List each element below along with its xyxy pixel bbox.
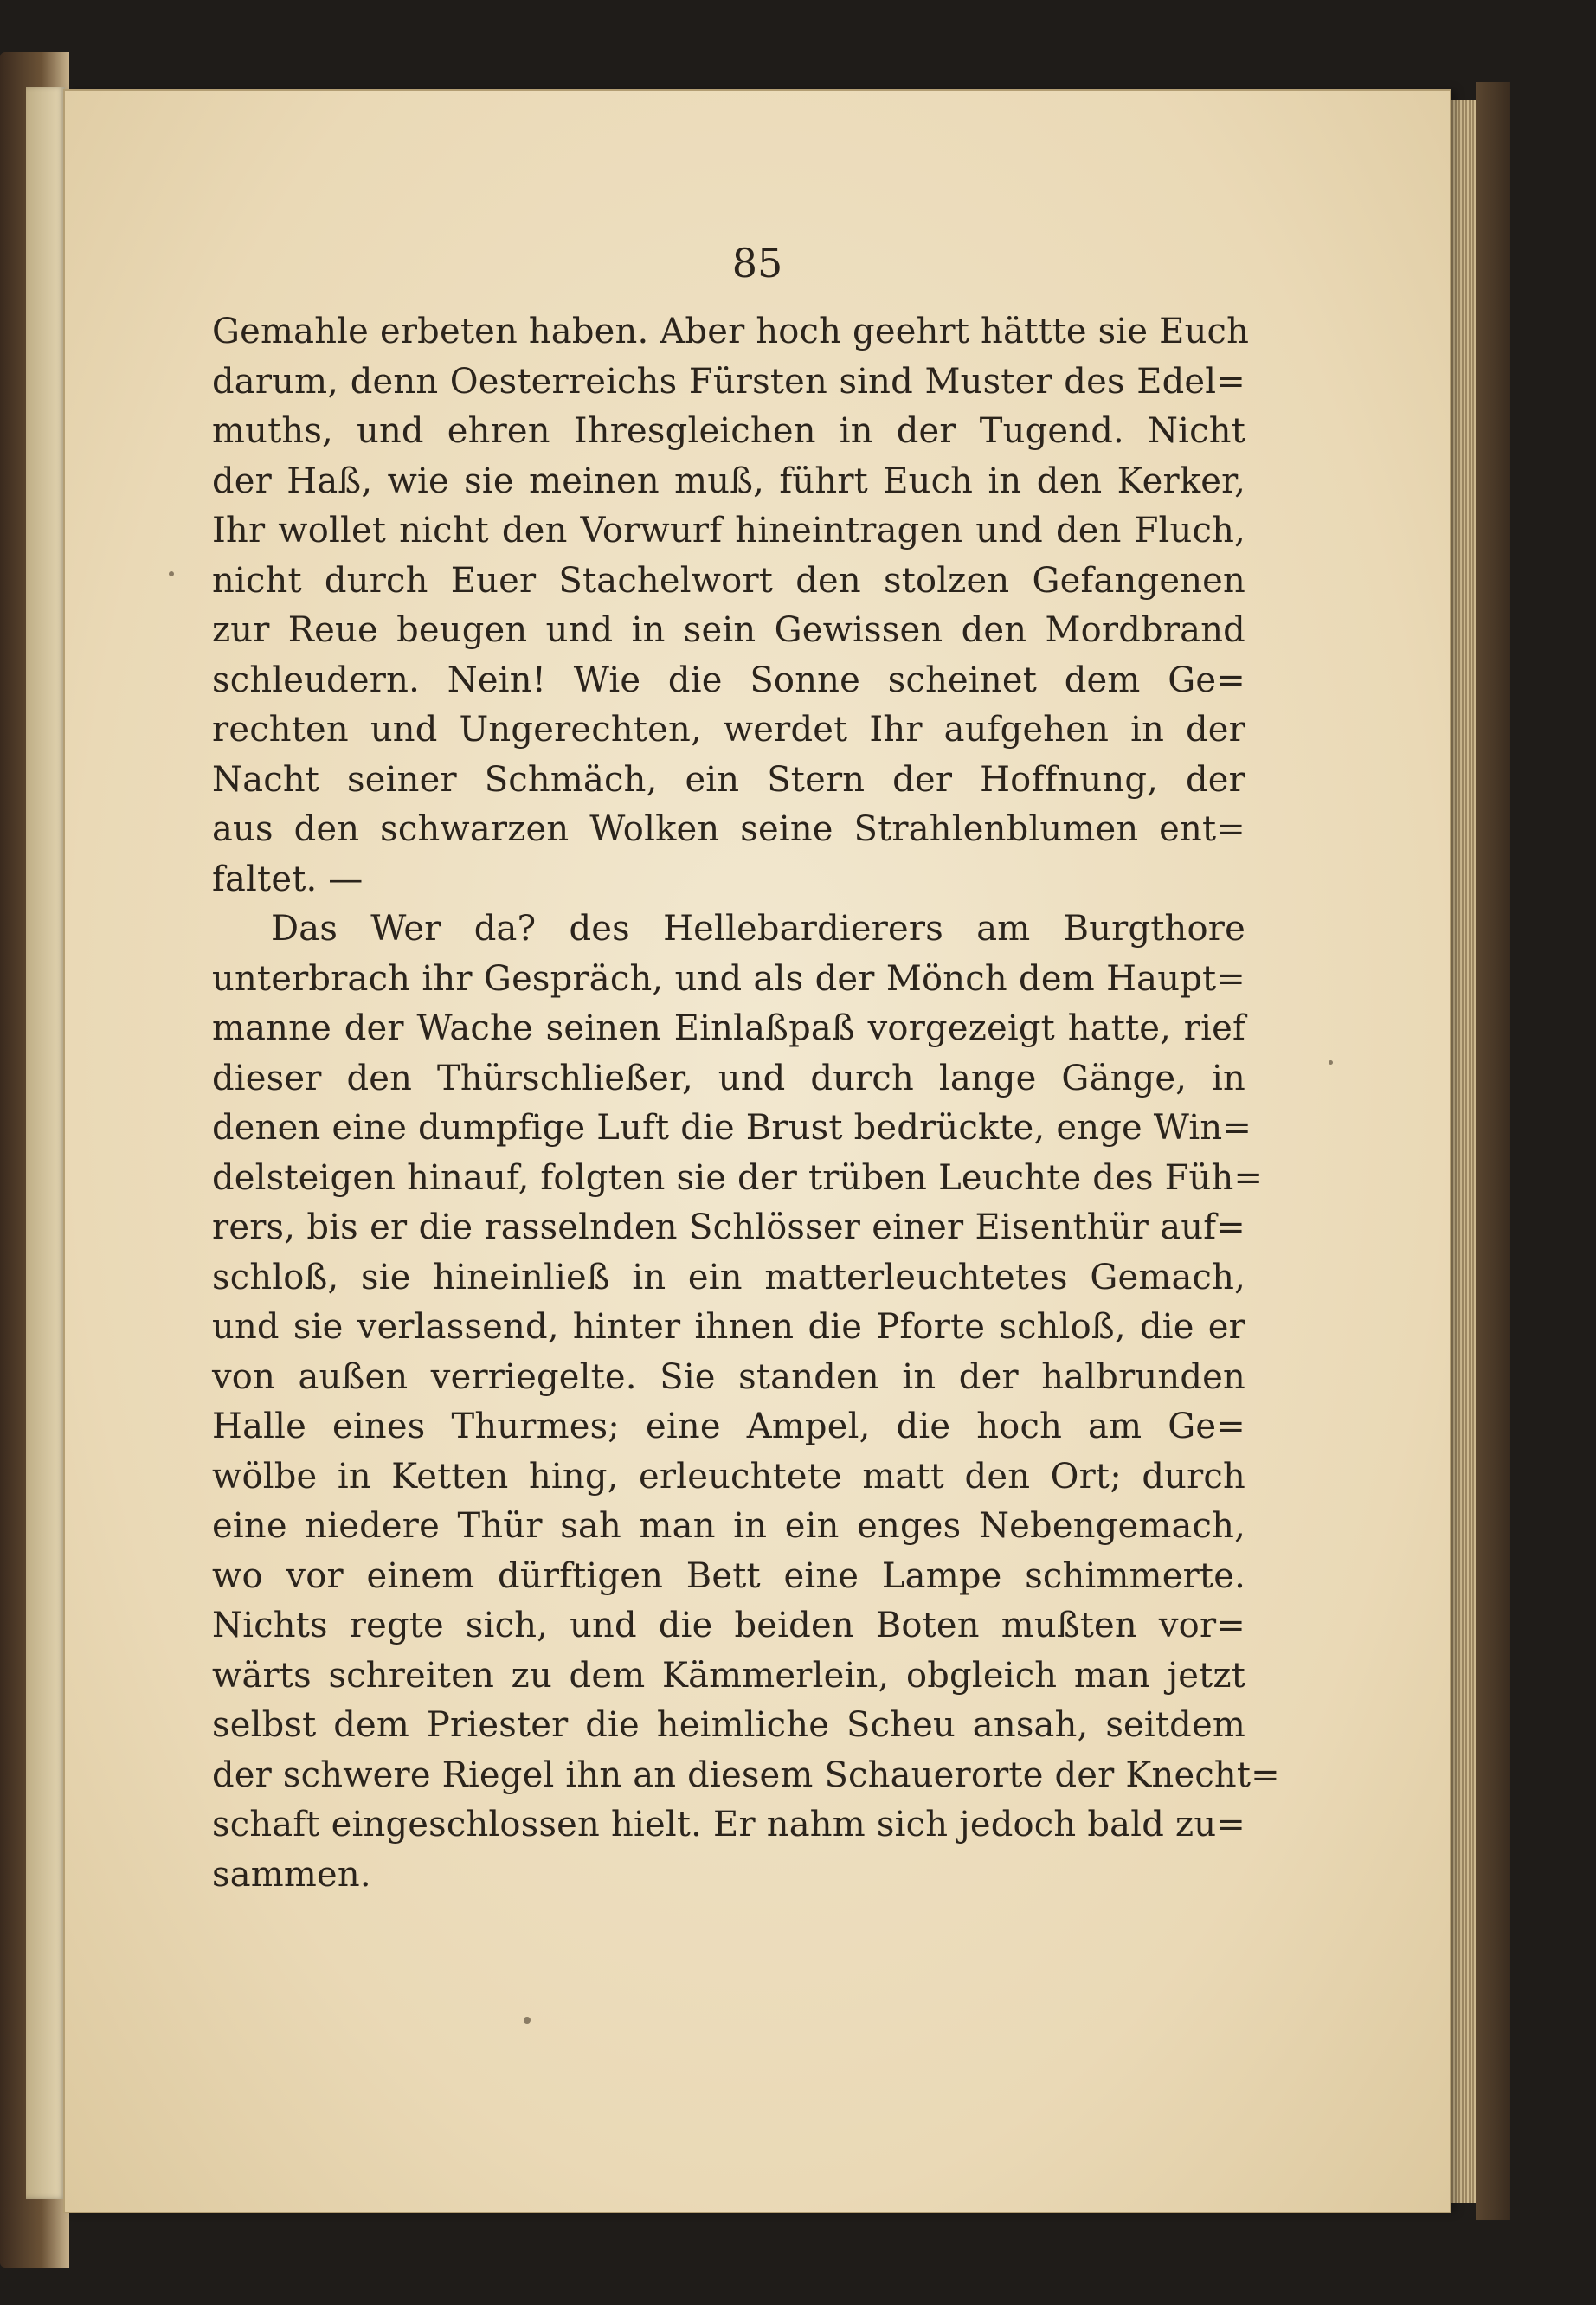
text-line: Halle eines Thurmes; eine Ampel, die hoch am Ge= xyxy=(212,1407,1245,1446)
text-line: rers, bis er die rasselnden Schlösser einer Eisenthür auf= xyxy=(212,1207,1245,1247)
paper-speck xyxy=(524,2017,531,2024)
text-line: faltet. — xyxy=(212,859,364,899)
text-line: nicht durch Euer Stachelwort den stolzen Gefangenen xyxy=(212,560,1245,601)
text-line: darum, denn Oesterreichs Fürsten sind Muster des Edel= xyxy=(212,361,1245,402)
paper-speck xyxy=(1329,1060,1333,1065)
text-line: Das Wer da? des Hellebardierers am Burgthore xyxy=(271,909,1245,949)
text-line: zur Reue beugen und in sein Gewissen den Mordbrand xyxy=(212,610,1245,650)
text-line: wo vor einem dürftigen Bett eine Lampe schimmerte. xyxy=(212,1555,1245,1596)
text-line: sammen. xyxy=(212,1854,371,1895)
text-line: delsteigen hinauf, folgten sie der trüben Leuchte des Füh= xyxy=(212,1157,1264,1198)
text-line: Ihr wollet nicht den Vorwurf hineintragen und den Fluch, xyxy=(212,511,1245,550)
text-line: rechten und Ungerechten, werdet Ihr aufgehen in der xyxy=(212,710,1245,750)
text-line: selbst dem Priester die heimliche Scheu ansah, seitdem xyxy=(212,1705,1245,1745)
text-line: dieser den Thürschließer, und durch lange Gänge, in xyxy=(212,1058,1245,1098)
text-line: von außen verriegelte. Sie standen in der halbrunden xyxy=(212,1356,1245,1397)
text-line: wölbe in Ketten hing, erleuchtete matt den Ort; durch xyxy=(212,1456,1245,1497)
text-line: schaft eingeschlossen hielt. Er nahm sich jedoch bald zu= xyxy=(212,1805,1245,1845)
text-line: manne der Wache seinen Einlaßpaß vorgezeigt hatte, rief xyxy=(212,1008,1245,1048)
text-line: Nichts regte sich, und die beiden Boten mußten vor= xyxy=(212,1606,1245,1645)
text-line: Nacht seiner Schmäch, ein Stern der Hoffnung, der xyxy=(212,759,1245,800)
book-cover-right xyxy=(1476,82,1510,2220)
page-number: 85 xyxy=(731,240,783,287)
text-line: der schwere Riegel ihn an diesem Schauerorte der Knecht= xyxy=(212,1755,1280,1795)
text-line: muths, und ehren Ihresgleichen in der Tugend. Nicht xyxy=(212,411,1245,451)
text-line: denen eine dumpfige Luft die Brust bedrückte, enge Win= xyxy=(212,1108,1252,1148)
text-line: der Haß, wie sie meinen muß, führt Euch in den Kerker, xyxy=(212,460,1245,501)
text-line: schleudern. Nein! Wie die Sonne scheinet dem Ge= xyxy=(212,660,1245,700)
book-page xyxy=(65,91,1450,2212)
text-line: aus den schwarzen Wolken seine Strahlenblumen ent= xyxy=(212,809,1245,849)
text-line: wärts schreiten zu dem Kämmerlein, obgleich man jetzt xyxy=(212,1655,1245,1696)
text-line: eine niedere Thür sah man in ein enges Nebengemach, xyxy=(212,1506,1245,1546)
paper-speck xyxy=(169,571,174,576)
page-stack-edge xyxy=(1450,100,1476,2203)
facing-page-edge xyxy=(26,87,65,2199)
text-line: Gemahle erbeten haben. Aber hoch geehrt hättte sie Euch xyxy=(212,312,1250,351)
text-line: und sie verlassend, hinter ihnen die Pforte schloß, die er xyxy=(212,1307,1245,1347)
text-line: unterbrach ihr Gespräch, und als der Mönch dem Haupt= xyxy=(212,958,1245,999)
text-line: schloß, sie hineinließ in ein matterleuchtetes Gemach, xyxy=(212,1257,1245,1297)
body-text xyxy=(212,307,1280,1900)
